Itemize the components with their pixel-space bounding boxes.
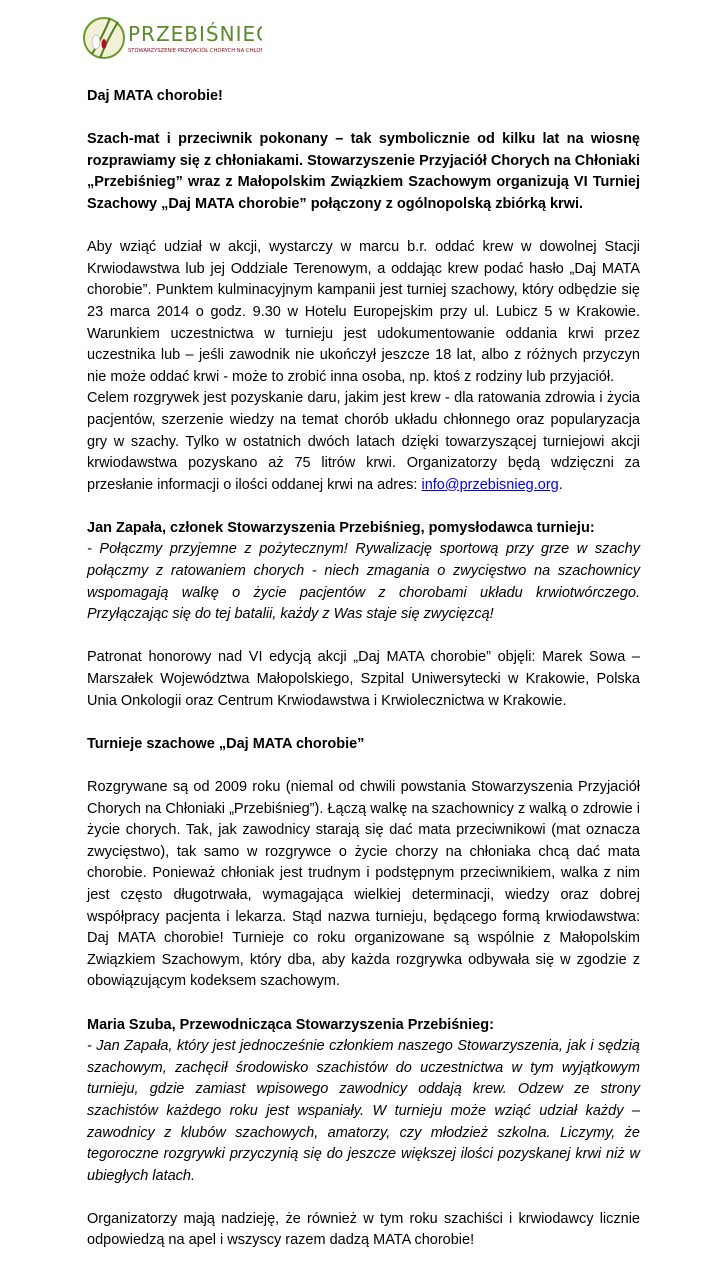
section-heading: Turnieje szachowe „Daj MATA chorobie” xyxy=(87,735,365,752)
quote1-text: - Połączmy przyjemne z pożytecznym! Rywalizację sportową przy grze w szachy połączmy z ratowaniem chorych - niech zmagania o zwycięstwo na szachownicy wspomagają walkę o życie pacjentów z chorobami układu krwiotwórczego. Przyłączając się do tej batalii, każdy z Was staje się zwycięzcą! xyxy=(87,541,640,623)
paragraph-closing: Organizatorzy mają nadzieję, że również w tym roku szachiści i krwiodawcy licznie odpowiedzą na apel i wszyscy razem dadzą MATA chorobie! xyxy=(87,1210,640,1249)
email-link[interactable]: info@przebisnieg.org xyxy=(421,476,559,493)
document-title: Daj MATA chorobie! xyxy=(87,88,223,104)
paragraph-patronage: Patronat honorowy nad VI edycją akcji „Daj MATA chorobie” objęli: Marek Sowa – Marszałek Województwa Małopolskiego, Szpital Uniwersytecki w Krakowie, Polska Unia Onkologii oraz Centrum Krwiodawstwa i Krwiolecznictwa w Krakowie. xyxy=(87,649,640,709)
paragraph-history: Rozgrywane są od 2009 roku (niemal od chwili powstania Stowarzyszenia Przyjaciół Chorych na Chłoniaki „Przebiśnieg”). Łączą walkę na szachownicy z walką o zdrowie i życie chorych. Tak, jak zawodnicy starają się dać mata przeciwnikowi (mat oznacza zwycięstwo), tak samo w rozgrywce o życie chorzy na chłoniaka chcą dać mata chorobie. Ponieważ chłoniak jest trudnym i podstępnym przeciwnikiem, walka z nim jest często długotrwała, wymagająca wielkiej determinacji, wiedzy oraz dobrej współpracy pacjenta i lekarza. Stąd nazwa turnieju, będącego formą krwiodawstwa: Daj MATA chorobie! Turnieje co roku organizowane są wspólnie z Małopolskim Związkiem Szachowym, który dba, aby każda rozgrywka odbywała się w zgodzie z obowiązującym kodeksem szachowym. xyxy=(87,779,640,990)
paragraph-goal-end: . xyxy=(558,476,563,493)
quote2-text: - Jan Zapała, który jest jednocześnie członkiem naszego Stowarzyszenia, jak i sędzią szachowym, zachęcił środowisko szachistów do uczestnictwa w tym wyjątkowym turnieju, gdzie zamiast wpisowego zawodnicy oddają krew. Odzew ze strony szachistów każdego roku jest wspaniały. W turnieju może wziąć udział każdy – zawodnicy z klubów szachowych, amatorzy, czy młodzież szkolna. Liczymy, że tegoroczne rozgrywki przyczynią się do jeszcze większej ilości pozyskanej krwi niż w ubiegłych latach. xyxy=(87,1038,640,1184)
svg-text:PRZEBIŚNIEG: PRZEBIŚNIEG xyxy=(128,22,262,46)
svg-text:STOWARZYSZENIE PRZYJACIÓŁ CHOR: STOWARZYSZENIE PRZYJACIÓŁ CHORYCH NA CHŁONIAKI xyxy=(128,48,262,54)
lead-paragraph: Szach-mat i przeciwnik pokonany – tak symbolicznie od kilku lat na wiosnę rozprawiamy się z chłoniakami. Stowarzyszenie Przyjaciół Chorych na Chłoniaki „Przebiśnieg” wraz z Małopolskim Związkiem Szachowym organizują VI Turniej Szachowy „Daj MATA chorobie” połączony z ogólnopolską zbiórką krwi. xyxy=(87,131,640,212)
paragraph-goal xyxy=(87,388,640,496)
quote2-author: Maria Szuba, Przewodnicząca Stowarzyszenia Przebiśnieg: xyxy=(87,1016,494,1033)
paragraph-goal-text: Celem rozgrywek jest pozyskanie daru, jakim jest krew - dla ratowania zdrowia i życia pacjentów, szerzenie wiedzy na temat chorób układu chłonnego oraz popularyzacja gry w szachy. Tylko w ostatnich dwóch latach dzięki towarzyszącej turniejowi akcji krwiodawstwa pozyskano aż 75 litrów krwi. Organizatorzy będą wdzięczni za przesłanie informacji o ilości oddanej krwi na adres: xyxy=(87,390,640,493)
paragraph-participation: Aby wziąć udział w akcji, wystarczy w marcu b.r. oddać krew w dowolnej Stacji Krwiodawstwa lub jej Oddziale Terenowym, a oddając krew podać hasło „Daj MATA chorobie”. Punktem kulminacyjnym kampanii jest turniej szachowy, który odbędzie się 23 marca 2014 o godz. 9.30 w Hotelu Europejskim przy ul. Lubicz 5 w Krakowie. Warunkiem uczestnictwa w turnieju jest udokumentowanie oddania krwi przez uczestnika lub – jeśli zawodnik nie ukończył jeszcze 18 lat, albo z różnych przyczyn nie może oddać krwi - może to zrobić inna osoba, np. ktoś z rodziny lub przyjaciół. xyxy=(87,239,640,385)
document-body xyxy=(87,86,640,1274)
quote1-author: Jan Zapała, członek Stowarzyszenia Przebiśnieg, pomysłodawca turnieju: xyxy=(87,519,595,536)
organization-logo xyxy=(82,14,262,64)
